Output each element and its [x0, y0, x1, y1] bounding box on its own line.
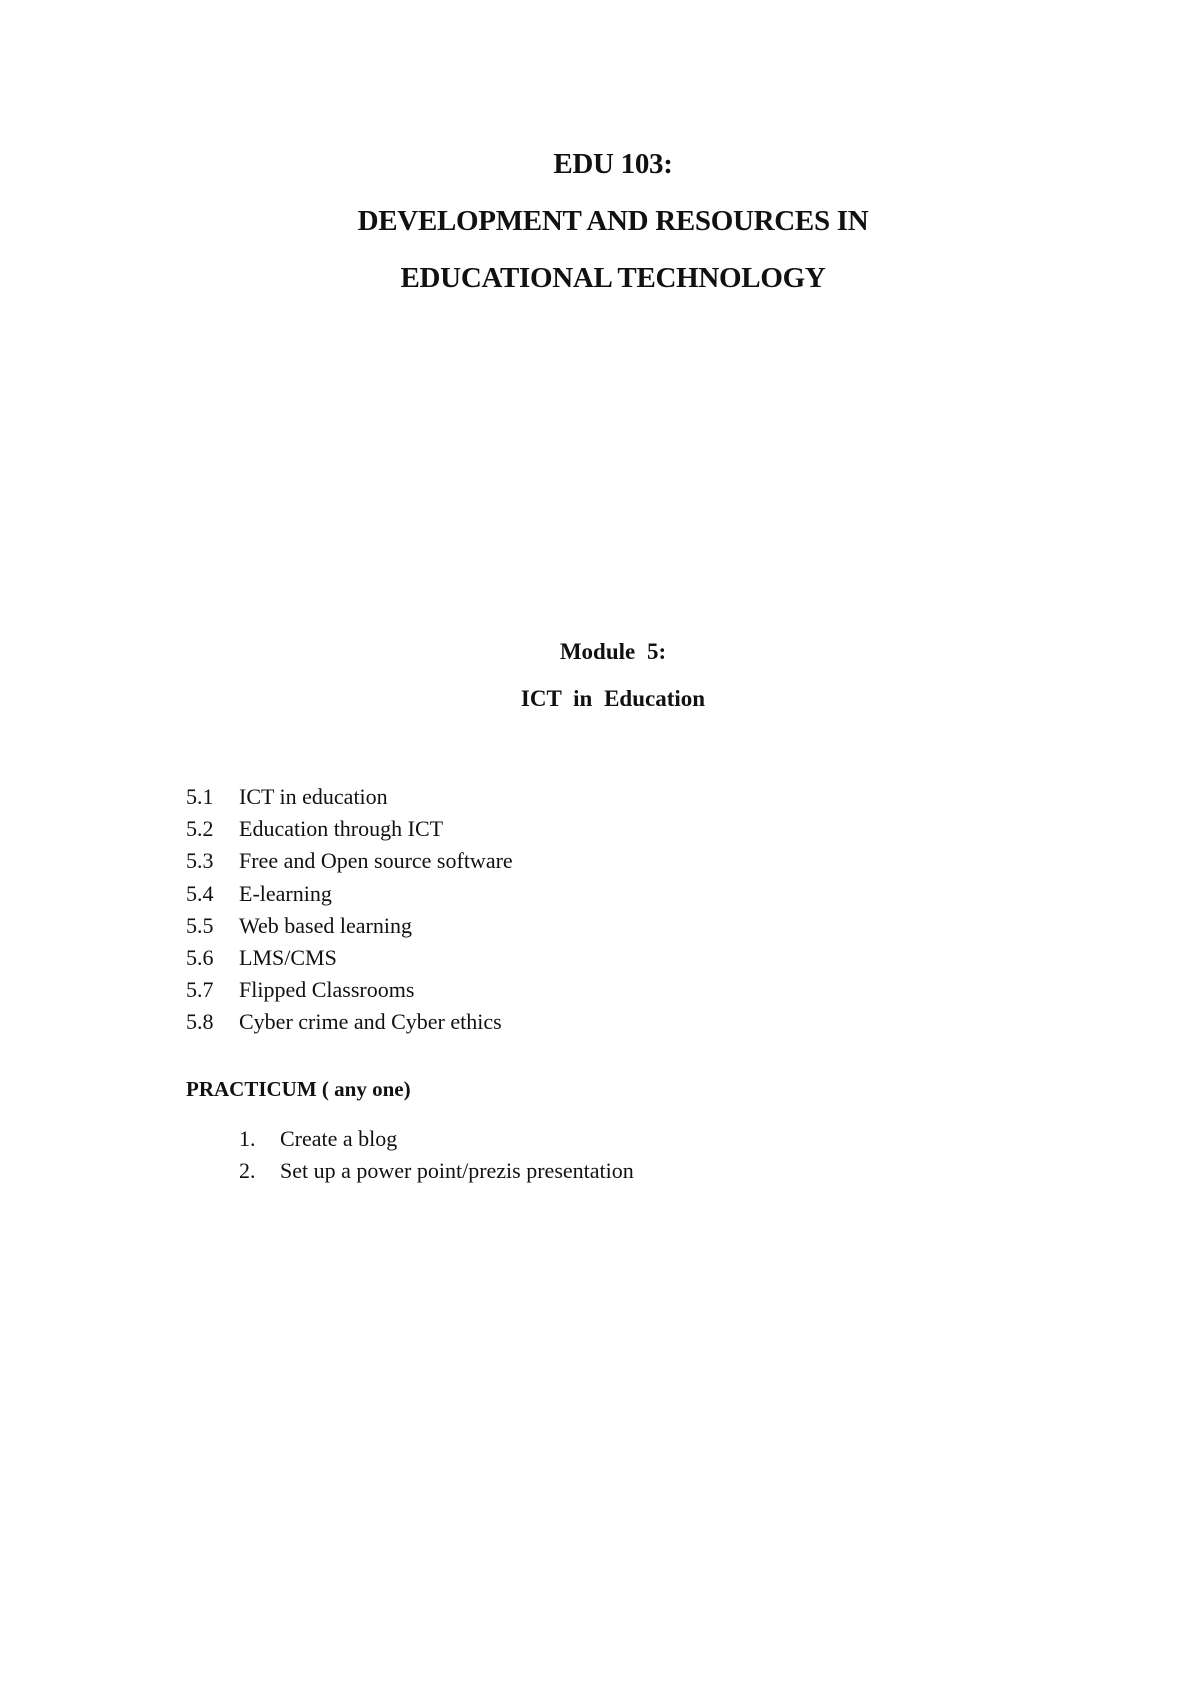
module-label: Module 5: [559, 639, 667, 664]
list-item [186, 813, 513, 845]
topic-number: 5.5 [186, 912, 214, 938]
practicum-number: 2. [239, 1158, 256, 1184]
list-item [186, 845, 513, 877]
topic-text: ICT in education [239, 784, 388, 809]
practicum-heading: PRACTICUM ( any one) [186, 1077, 411, 1101]
list-item [239, 1155, 634, 1187]
practicum-list [239, 1123, 634, 1187]
list-item [186, 942, 513, 974]
topic-number: 5.6 [186, 945, 214, 971]
topic-text: LMS/CMS [239, 945, 337, 971]
topic-text: Cyber crime and Cyber ethics [239, 1009, 502, 1035]
course-title-line-1: DEVELOPMENT AND RESOURCES IN [357, 205, 869, 237]
topic-number: 5.4 [186, 880, 214, 906]
module-name: ICT in Education [520, 686, 706, 711]
topic-text: Flipped Classrooms [239, 977, 415, 1003]
topic-number: 5.3 [186, 848, 214, 874]
list-item [186, 781, 513, 813]
practicum-text: Set up a power point/prezis presentation [280, 1158, 634, 1184]
module-heading [0, 628, 1200, 722]
list-item [186, 878, 513, 910]
practicum-text: Create a blog [280, 1126, 398, 1151]
topic-list [186, 781, 513, 1039]
topic-number: 5.2 [186, 816, 214, 842]
topic-text: E-learning [239, 880, 332, 906]
list-item [186, 974, 513, 1006]
list-item [239, 1123, 634, 1155]
topic-text: Education through ICT [239, 816, 444, 842]
topic-number: 5.8 [186, 1009, 214, 1035]
topic-text: Free and Open source software [239, 848, 513, 874]
topic-number: 5.1 [186, 784, 214, 809]
list-item [186, 910, 513, 942]
course-title-line-2: EDUCATIONAL TECHNOLOGY [400, 262, 826, 294]
topic-text: Web based learning [239, 912, 412, 938]
topic-number: 5.7 [186, 977, 214, 1003]
list-item [186, 1006, 513, 1038]
course-title [0, 136, 1200, 307]
course-code: EDU 103: [553, 148, 673, 180]
practicum-number: 1. [239, 1126, 256, 1151]
